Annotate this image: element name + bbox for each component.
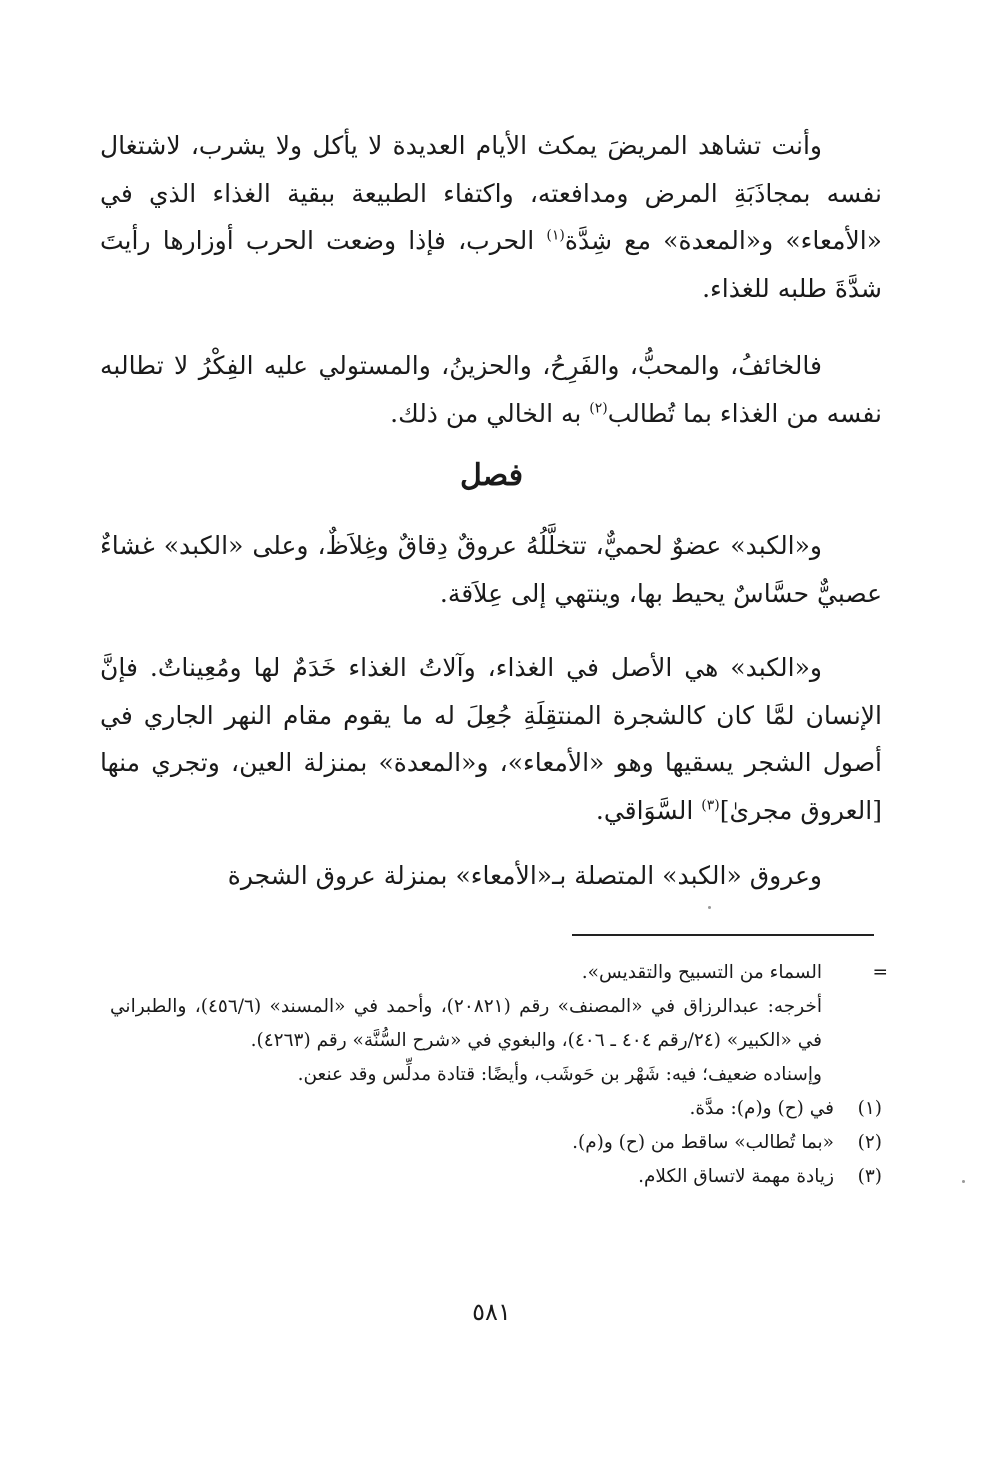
paragraph-patient-fasting (100, 122, 882, 312)
footnote-2 (110, 1126, 882, 1160)
paragraph-3-text: و«الكبد» عضوٌ لحميٌّ، تتخلَّلُهُ عروقٌ دِقاقٌ وغِلاَظٌ، وعلى «الكبد» غشاءٌ عصبيٌّ حسَّاسٌ يحيط بها، وينتهي إلى عِلاَقة. (100, 531, 882, 608)
footnote-isnad: وإسناده ضعيف؛ فيه: شَهْر بن حَوشَب، وأيضًا: قتادة مدلِّس وقد عنعن. (297, 1064, 822, 1085)
footnote-number: (١) (857, 1098, 882, 1119)
paragraph-2-text: فالخائفُ، والمحبُّ، والفَرِحُ، والحزينُ، والمستولي عليه الفِكْرُ لا تطالبه نفسه من الغذاء بما تُطالب (100, 351, 882, 428)
footnote-number: (٣) (857, 1166, 882, 1187)
paragraph-1-tail: الحرب، فإذا وضعت الحرب أوزارها رأيتَ شدَّةَ طلبه للغذاء. (100, 226, 882, 303)
footnote-ref-3: (٣) (701, 797, 720, 814)
paragraph-2-tail: به الخالي من ذلك. (390, 398, 590, 428)
paragraph-4-text: و«الكبد» هي الأصل في الغذاء، وآلاتُ الغذاء خَدَمٌ لها ومُعِيناتٌ. فإنَّ الإنسان لمَّا كان كالشجرة المنتقِلَةِ جُعِلَ له ما يقوم مقام النهر الجاري في أصول الشجر يسقيها وهو «الأمعاء»، و«المعدة» بمنزلة العين، وتجري منها [العروق مجرىٰ] (100, 653, 882, 825)
paragraph-1-text: وأنت تشاهد المريضَ يمكث الأيام العديدة لا يأكل ولا يشرب، لاشتغال نفسه بمجاذَبَةِ المرض ومدافعته، واكتفاء الطبيعة ببقية الغذاء الذي في «الأمعاء» و«المعدة» مع شِدَّة (100, 131, 882, 255)
footnote-number: (٢) (857, 1132, 882, 1153)
section-heading: فصل (459, 458, 524, 493)
paragraph-emotions (100, 342, 882, 437)
footnote-1 (110, 1092, 882, 1126)
paragraph-5-text: وعروق «الكبد» المتصلة بـ«الأمعاء» بمنزلة عروق الشجرة (227, 861, 822, 890)
paragraph-4-tail: السَّوَاقي. (595, 795, 702, 825)
scan-speck (708, 906, 711, 909)
continuation-marker: = (872, 962, 888, 983)
footnote-text: في (ح) و(م): مدَّة. (689, 1098, 834, 1119)
footnote-ref-2: (٢) (589, 400, 608, 417)
footnote-takhrij: أخرجه: عبدالرزاق في «المصنف» رقم (٢٠٨٢١)، وأحمد في «المسند» (٤٥٦/٦)، والطبراني في «الكبير» (٢٤/رقم ٤٠٤ ـ ٤٠٦)، والبغوي في «شرح السُّنَّة» رقم (٤٢٦٣). (110, 996, 822, 1051)
paragraph-liver-veins (100, 852, 882, 900)
scan-speck (962, 1180, 965, 1183)
page-number: ٥٨١ (472, 1298, 511, 1326)
paragraph-liver-anatomy (100, 522, 882, 617)
footnote-3 (110, 1160, 882, 1194)
footnote-text: «بما تُطالب» ساقط من (ح) و(م). (572, 1132, 834, 1153)
paragraph-liver-origin (100, 644, 882, 834)
footnotes-section (110, 956, 888, 1194)
footnote-divider (572, 934, 874, 936)
footnote-continuation-line: = السماء من التسبيح والتقديس». (110, 956, 882, 990)
footnote-text: زيادة مهمة لاتساق الكلام. (638, 1166, 834, 1187)
footnote-ref-1: (١) (546, 227, 565, 244)
